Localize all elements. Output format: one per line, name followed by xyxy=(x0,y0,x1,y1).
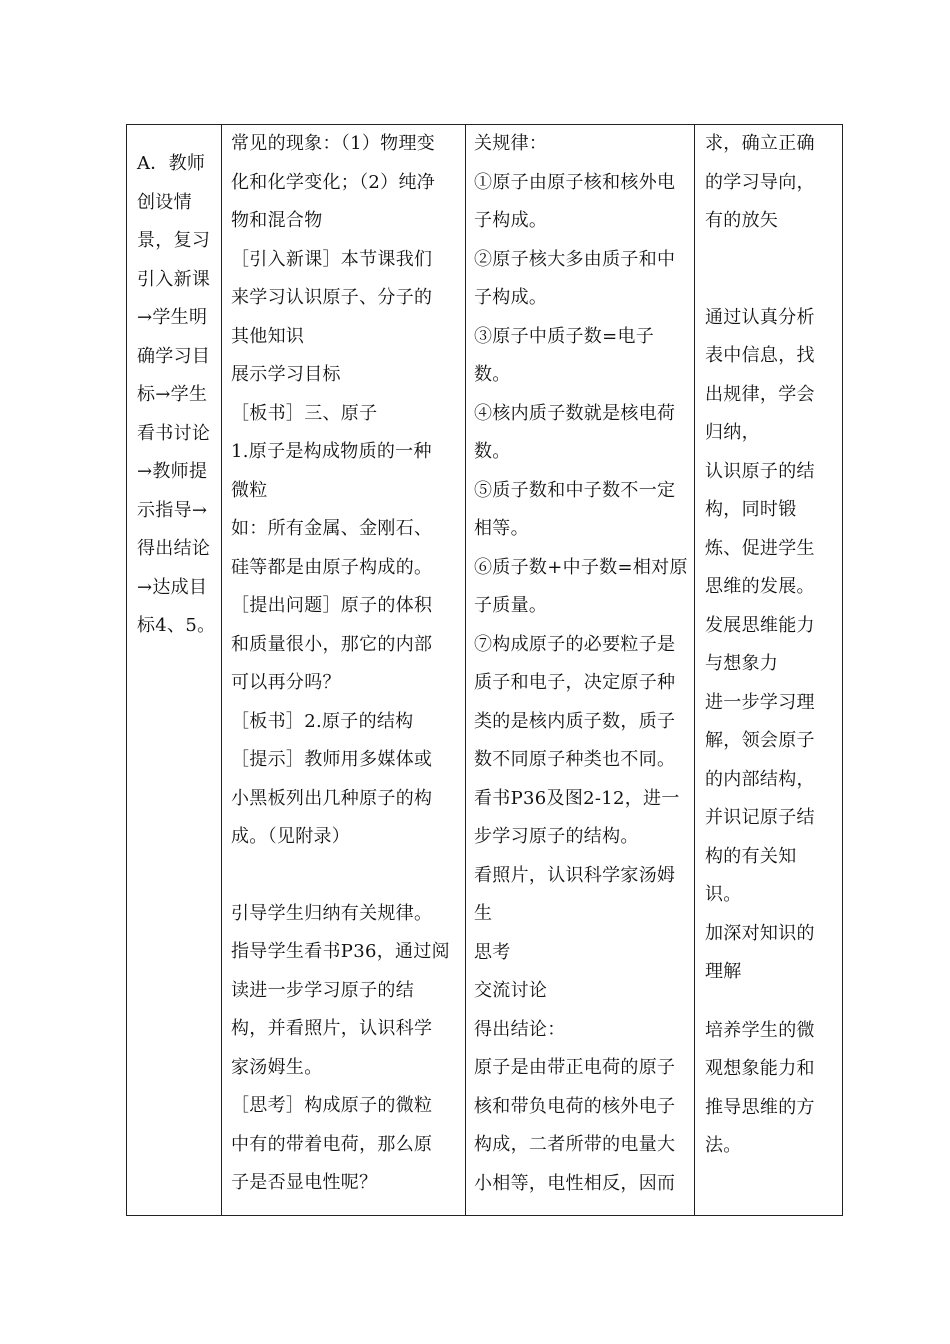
text-line: 归纳， xyxy=(705,422,760,443)
text-line: 确学习目 xyxy=(137,345,211,367)
text-line: 家汤姆生。 xyxy=(231,1056,323,1078)
text-line: 其他知识 xyxy=(231,325,305,347)
text-line: 进一步学习理 xyxy=(705,691,815,713)
lesson-plan-table xyxy=(126,124,843,1216)
text-line: 数不同原子种类也不同。 xyxy=(474,749,676,770)
text-line: 数。 xyxy=(474,364,511,385)
text-line: 通过认真分析 xyxy=(705,306,815,328)
design-intent-cell xyxy=(695,125,843,1216)
text-line: 类的是核内质子数，质子 xyxy=(474,710,676,732)
text-line: 与想象力 xyxy=(705,653,779,674)
text-line: 化和化学变化；（2）纯净 xyxy=(231,171,436,193)
text-line: 相等。 xyxy=(474,518,529,539)
text-line: ［引入新课］本节课我们 xyxy=(231,248,433,270)
text-line: 数。 xyxy=(474,441,511,462)
text-line: 景，复习 xyxy=(137,230,211,251)
text-line: 构，同时锻 xyxy=(705,499,797,520)
text-line: 解，领会原子 xyxy=(705,730,815,751)
text-line: 出规律，学会 xyxy=(705,383,815,405)
text-line: 成。（见附录） xyxy=(231,826,351,847)
text-line: 生 xyxy=(474,903,493,924)
text-line: 的学习导向， xyxy=(705,171,815,193)
text-line: →学生明 xyxy=(137,307,208,328)
text-line: ⑤质子数和中子数不一定 xyxy=(474,479,676,501)
text-line: A．教师 xyxy=(137,153,206,174)
text-line: 子构成。 xyxy=(474,210,548,231)
text-line: 核和带负电荷的核外电子 xyxy=(474,1095,676,1117)
student-activity-cell xyxy=(466,125,695,1216)
text-line: 小黑板列出几种原子的构 xyxy=(231,787,433,809)
text-line: →达成目 xyxy=(137,576,208,598)
text-line: 引导学生归纳有关规律。 xyxy=(231,902,433,924)
text-line: 并识记原子结 xyxy=(705,807,815,828)
text-line: 构成，二者所带的电量大 xyxy=(474,1134,676,1155)
text-line: 来学习认识原子、分子的 xyxy=(231,287,433,308)
text-line: 子是否显电性呢？ xyxy=(231,1172,378,1193)
text-line: ③原子中质子数=电子 xyxy=(474,325,655,347)
text-line: 和质量很小，那它的内部 xyxy=(231,633,433,655)
text-line: ⑦构成原子的必要粒子是 xyxy=(474,633,676,655)
text-line: 质子和电子，决定原子种 xyxy=(474,672,676,693)
text-line: 求，确立正确 xyxy=(705,133,815,154)
text-line: 1.原子是构成物质的一种 xyxy=(231,441,432,462)
text-line: ［提出问题］原子的体积 xyxy=(231,595,433,616)
text-line: 认识原子的结 xyxy=(705,460,815,482)
text-line: 读进一步学习原子的结 xyxy=(231,979,414,1001)
text-line: 如：所有金属、金刚石、 xyxy=(231,518,433,539)
text-line: 法。 xyxy=(705,1135,742,1156)
text-line: 有的放矢 xyxy=(705,210,779,231)
text-line: 识。 xyxy=(705,884,742,905)
text-line: 子质量。 xyxy=(474,595,548,616)
text-line: 步学习原子的结构。 xyxy=(474,826,639,847)
text-line: 看照片，认识科学家汤姆 xyxy=(474,864,676,886)
text-line: 培养学生的微 xyxy=(705,1019,815,1041)
text-line: 看书讨论 xyxy=(137,422,211,444)
text-line: 构的有关知 xyxy=(705,845,797,867)
text-line: 观想象能力和 xyxy=(705,1058,815,1079)
text-line: ④核内质子数就是核电荷 xyxy=(474,402,676,424)
text-line: ①原子由原子核和核外电 xyxy=(474,171,676,193)
text-line: 得出结论 xyxy=(137,538,211,559)
text-line: 中有的带着电荷，那么原 xyxy=(231,1133,433,1155)
text-line: 创设情 xyxy=(137,191,192,213)
text-line: →教师提 xyxy=(137,461,208,482)
text-line: 构，并看照片，认识科学 xyxy=(231,1018,433,1039)
text-line: 得出结论： xyxy=(474,1018,566,1040)
text-line: ②原子核大多由质子和中 xyxy=(474,248,676,270)
text-line: 表中信息，找 xyxy=(705,345,815,366)
text-line: 硅等都是由原子构成的。 xyxy=(231,556,433,578)
text-line: 示指导→ xyxy=(137,499,208,521)
text-line: 微粒 xyxy=(231,479,268,501)
text-line: ⑥质子数+中子数=相对原 xyxy=(474,556,688,578)
text-line: ［思考］构成原子的微粒 xyxy=(231,1095,433,1116)
text-line: 炼、促进学生 xyxy=(705,537,815,559)
text-line: 推导思维的方 xyxy=(705,1096,815,1118)
text-line: 的内部结构， xyxy=(705,768,815,790)
text-line: 思考 xyxy=(474,941,511,963)
text-line: 原子是由带正电荷的原子 xyxy=(474,1057,676,1078)
text-line: 关规律： xyxy=(474,133,548,154)
text-line: 标4、5。 xyxy=(137,615,216,636)
text-line: 引入新课 xyxy=(137,268,211,290)
text-line: 加深对知识的 xyxy=(705,922,815,944)
text-line: 小相等，电性相反，因而 xyxy=(474,1172,676,1194)
text-line: ［板书］2.原子的结构 xyxy=(231,710,414,732)
text-line: 物和混合物 xyxy=(231,210,323,231)
text-line: 常见的现象：（1）物理变 xyxy=(231,133,436,154)
text-line: ［提示］教师用多媒体或 xyxy=(231,749,433,770)
text-line: 可以再分吗？ xyxy=(231,672,341,693)
text-line: 指导学生看书P36，通过阅 xyxy=(231,941,450,962)
text-line: 展示学习目标 xyxy=(231,364,341,385)
text-line: 交流讨论 xyxy=(474,980,548,1001)
text-line: 思维的发展。 xyxy=(705,576,815,597)
text-line: 子构成。 xyxy=(474,287,548,308)
teaching-process-cell xyxy=(127,125,222,1216)
teacher-activity-cell xyxy=(222,125,466,1216)
text-line: 发展思维能力 xyxy=(705,614,815,636)
text-line: 理解 xyxy=(705,961,742,982)
text-line: ［板书］三、原子 xyxy=(231,402,378,424)
text-line: 看书P36及图2-12，进一 xyxy=(474,787,680,809)
table-row xyxy=(127,125,843,1216)
text-line: 标→学生 xyxy=(137,384,208,405)
